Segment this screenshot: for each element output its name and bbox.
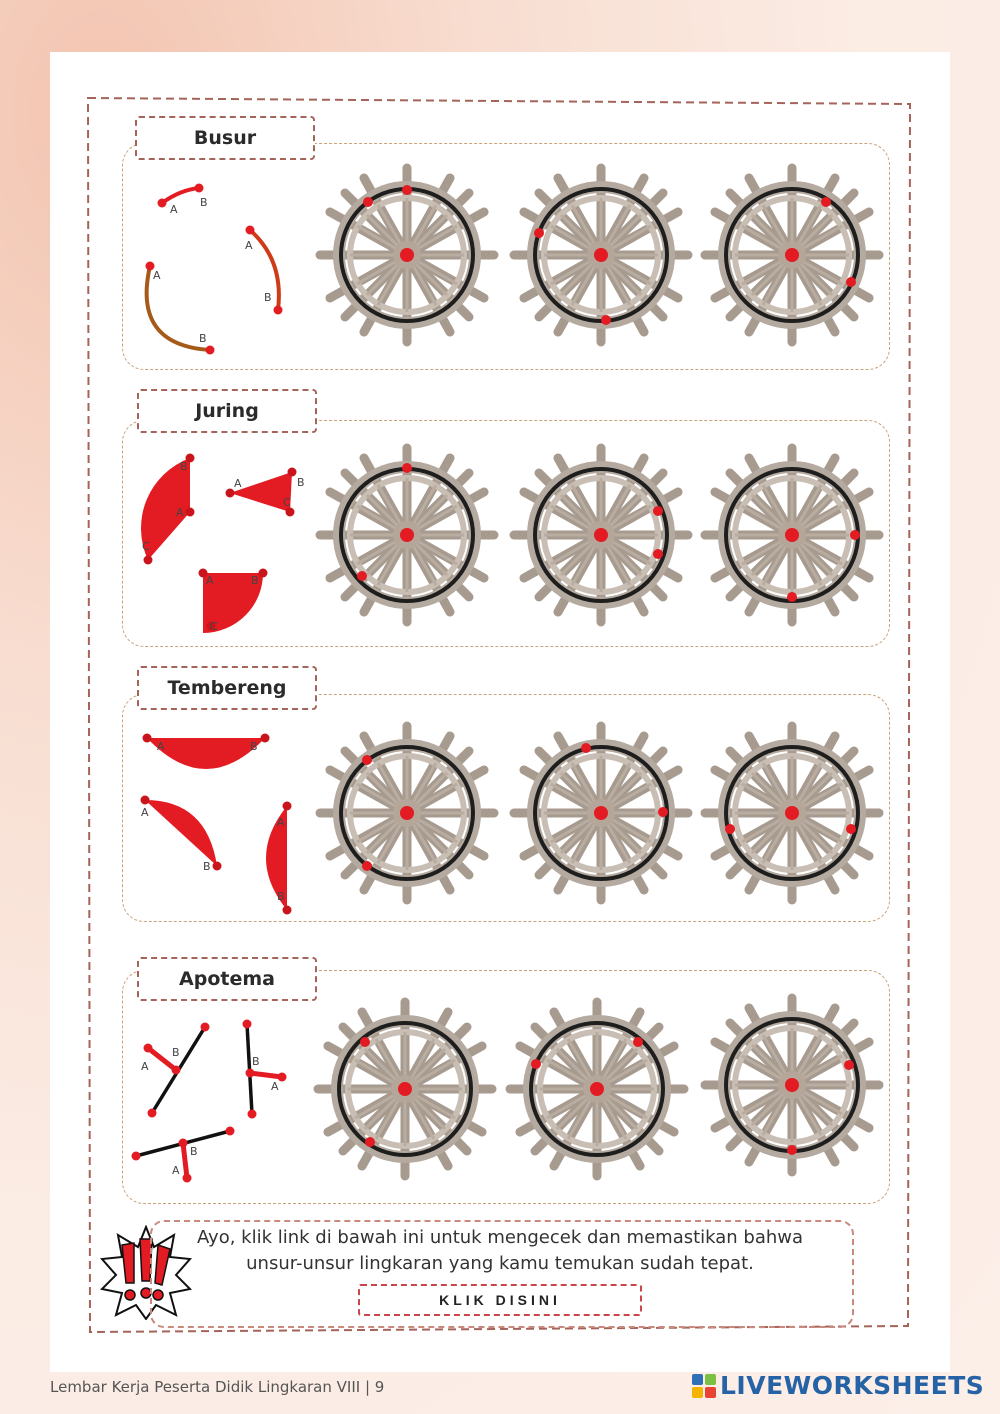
footer-text: Lembar Kerja Peserta Didik Lingkaran VIII | 9 xyxy=(50,1378,385,1396)
svg-text:B: B xyxy=(180,460,188,473)
svg-text:C: C xyxy=(283,496,291,509)
ship-wheel-apotema-1[interactable] xyxy=(310,994,500,1184)
svg-text:A: A xyxy=(271,1080,279,1093)
svg-text:B: B xyxy=(199,332,207,345)
svg-text:B: B xyxy=(252,1055,260,1068)
ship-wheel-apotema-3[interactable] xyxy=(697,990,887,1180)
note-line-1: Ayo, klik link di bawah ini untuk mengecek dan memastikan bahwa xyxy=(196,1227,804,1248)
svg-text:C: C xyxy=(142,540,150,553)
liveworksheets-logo-icon xyxy=(692,1374,716,1398)
svg-text:A: A xyxy=(234,477,242,490)
svg-text:C: C xyxy=(210,620,218,633)
ship-wheel-apotema-2[interactable] xyxy=(502,994,692,1184)
svg-text:B: B xyxy=(172,1046,180,1059)
ship-wheel-juring-1[interactable] xyxy=(312,440,502,630)
section-title-apotema: Apotema xyxy=(137,957,317,1001)
svg-text:B: B xyxy=(200,196,208,209)
svg-text:A: A xyxy=(170,203,178,216)
busur-examples xyxy=(132,180,302,360)
svg-text:A: A xyxy=(245,239,253,252)
svg-text:A: A xyxy=(141,1060,149,1073)
svg-text:A: A xyxy=(153,269,161,282)
svg-text:B: B xyxy=(203,860,211,873)
svg-text:B: B xyxy=(190,1145,198,1158)
ship-wheel-tembereng-1[interactable] xyxy=(312,718,502,908)
svg-text:B: B xyxy=(251,574,259,587)
ship-wheel-juring-3[interactable] xyxy=(697,440,887,630)
svg-text:B: B xyxy=(250,740,258,753)
note-text xyxy=(170,1225,830,1277)
klik-disini-button[interactable]: KLIK DISINI xyxy=(358,1284,642,1316)
ship-wheel-busur-3[interactable] xyxy=(697,160,887,350)
juring-examples xyxy=(128,450,308,635)
ship-wheel-tembereng-2[interactable] xyxy=(506,718,696,908)
svg-text:A: A xyxy=(141,806,149,819)
note-line-2: unsur-unsur lingkaran yang kamu temukan sudah tepat. xyxy=(246,1253,754,1274)
tembereng-examples xyxy=(135,730,305,920)
svg-text:A: A xyxy=(206,574,214,587)
liveworksheets-logo[interactable] xyxy=(692,1371,984,1400)
ship-wheel-busur-1[interactable] xyxy=(312,160,502,350)
section-title-busur: Busur xyxy=(135,116,315,160)
ship-wheel-busur-2[interactable] xyxy=(506,160,696,350)
section-title-juring: Juring xyxy=(137,389,317,433)
svg-text:B: B xyxy=(277,890,285,903)
apotema-examples xyxy=(130,1018,310,1188)
brand-name: LIVEWORKSHEETS xyxy=(720,1371,985,1400)
svg-text:B: B xyxy=(297,476,305,489)
svg-text:A: A xyxy=(172,1164,180,1177)
svg-text:A: A xyxy=(157,740,165,753)
svg-text:A: A xyxy=(277,816,285,829)
section-title-tembereng: Tembereng xyxy=(137,666,317,710)
ship-wheel-juring-2[interactable] xyxy=(506,440,696,630)
svg-text:B: B xyxy=(264,291,272,304)
ship-wheel-tembereng-3[interactable] xyxy=(697,718,887,908)
svg-text:A: A xyxy=(176,506,184,519)
